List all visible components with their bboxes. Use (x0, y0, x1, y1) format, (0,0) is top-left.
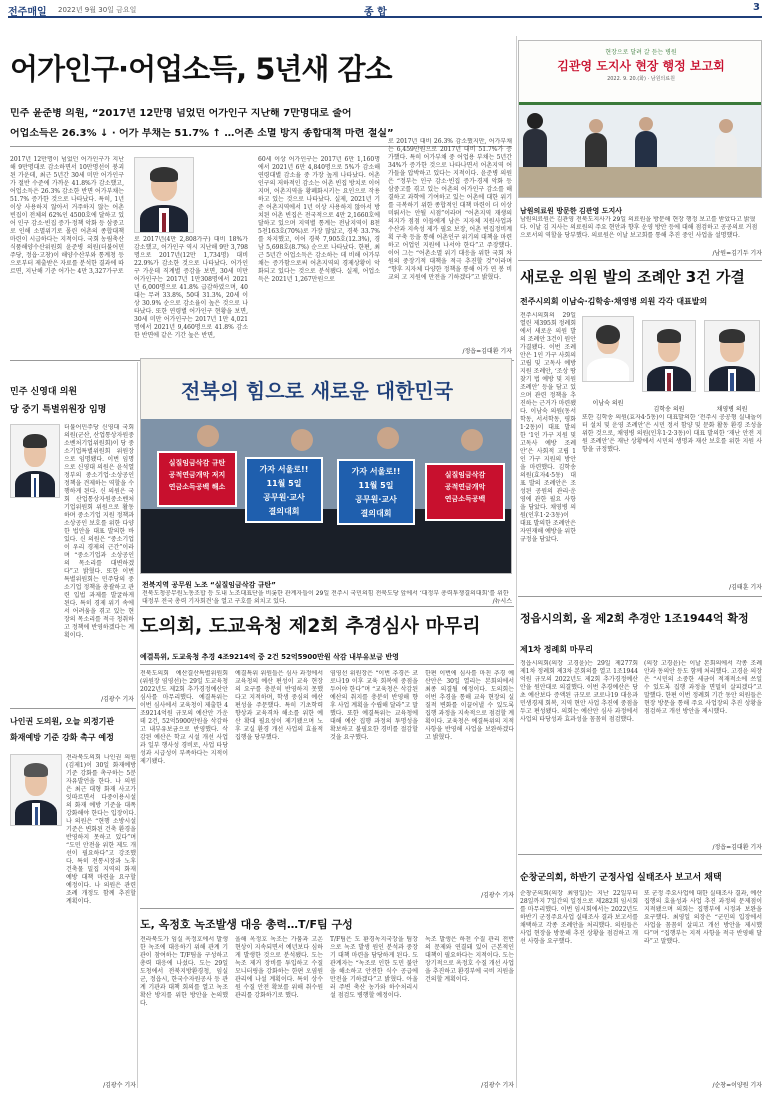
okjeong-col-4: 녹조 발생은 하천 수질 관리 전반의 문제와 연결돼 있어 근본적인 대책이 필요하다는 지적이다. 도는 장기적으로 옥정호 수질 개선 사업을 추진하고 환경부에 국비 지원을 건의할 계획이다. (425, 936, 514, 983)
budget-subhead: 예결특위, 도교육청 추경 4조9214억 중 2건 52억5900만원 삭감 내부유보금 반영 (140, 653, 399, 661)
okjeong-col-1: 전라북도가 임실 옥정호에서 발생한 녹조에 대응하기 위해 관계 기관이 참여하는 T/F팀을 구성하고 총력 대응에 나섰다. 도는 29일 도청에서 전북지방환경청, 임실군, 정읍시, 한국수자원공사 등 관계 기관과 대책 회의를 열고 녹조 확산 방지를 위한 방안을 논의했다. (140, 936, 228, 1007)
councillors-body-right: 또한 김학송 의원(효자4·5동)이 대표발의한 ‘전주시 공공형 실내놀이터 설치 및 운영 조례안’은 시민 정서 함양 및 문화 활동 환경 조성을 위한 것으로, 채영병 의원(인후1·2·3동)이 대표 발의한 ‘재난 안전 지원 조례안’은 재난 상황에서 시민의 생명과 재산 보호를 위한 지원 사항을 규정했다. (582, 414, 762, 453)
councillors-headline: 새로운 의원 발의 조례안 3건 가결 (520, 268, 745, 286)
councillor-name-2: 김학송 의원 (653, 406, 685, 413)
banner-title: 김관영 도지사 현장 행정 보고회 (557, 59, 725, 73)
section-title: 종 합 (364, 7, 387, 18)
naengin-subheader: 화재예방 기준 강화 촉구 예정 (10, 733, 114, 742)
sunchang-byline: /순창=이양원 기자 (712, 1082, 762, 1089)
sunchang-col-2: 또 군정 주요사업에 대한 실태조사 결과, 예산 집행의 효율성과 사업 추진 과정의 문제점이 지적됐으며 의회는 집행부에 시정과 보완을 요구했다. 최영일 의장은 “군민의 입장에서 사업을 꼼꼼히 살피고 개선 방안을 제시했다”며 “집행부는 지적 사항을 적극 반영해 달라”고 말했다. (644, 890, 762, 945)
shin-header: 민주 신영대 의원 (10, 387, 78, 397)
budget-col-3: 염영선 위원장은 “이번 추경은 코로나19 이후 교육 회복에 중점을 두어야 한다”며 “교육청은 삭감된 예산의 취지를 충분히 반영해 향후 사업 계획을 수립해 달라”고 말했다. 또한 예결특위는 교육청에 대해 예산 집행 과정의 투명성을 확보하고 불필요한 경비를 절감할 것을 요구했다. (330, 670, 418, 741)
councillors-body-left: 전주시의회의 29일 열린 제395회 정례회에서 새로운 의원 발의 조례안 3건이 원안 가결됐다. 이번 조례안은 1인 가구 사회의 고립 및 고독사 예방 지원 조례안, ‘조상 땅 찾기 법 예방 및 지원 조례안’ 등을 담고 있으며 관련 정책을 추진하는 근거가 마련됐다. 이남숙 의원(동서학동, 서서학동, 평화1·2동)이 대표 발의한 ‘1인 가구 지원 및 고독사 예방 조례안’은 사회적 고립 1인 가구 지원의 방안을 마련했다. 김학송 의원(효자4·5동) 대표 발의 조례안은 조성된 공원의 관리·운영에 관한 필요 사항을 담았다. 채영병 의원(인후1·2·3동)이 대표 발의한 조례안은 자연재해 예방을 위한 규정을 담았다. (520, 312, 576, 543)
banner-kicker: 현장으로 달려 갈 듣는 병원 (605, 49, 677, 56)
paper-name: 전주매일 (8, 7, 47, 18)
banner-caption-title: 남원의료원 방문한 김관영 도지사 (520, 207, 622, 215)
governor-photo (518, 40, 762, 198)
budget-byline: /김광수 기자 (481, 892, 514, 899)
naengin-body: 전라북도의회 나인권 의원(김제1)이 30일 화재예방 기준 강화를 촉구하는 5분 자유발언을 한다. 나 의원은 최근 대형 화재 사고가 잇따르면서 다중이용시설의 화재 예방 기준을 대폭 강화해야 한다는 입장이다. 나 의원은 “현행 소방시설 기준은 변화된 건축 환경을 반영하지 못하고 있다”며 “도민 안전을 위한 제도 개선이 필요하다”고 강조했다. 특히 전통시장과 노후 건축물 밀집 지역의 화재 예방 대책 마련을 요구할 예정이다. 나 의원은 관련 조례 개정도 함께 추진할 계획이다. (66, 754, 136, 905)
rally-sign-1: 실질임금삭감 규탄 공적연금개악 저지 연금소득공백 해소 (157, 451, 237, 507)
jeongeup-col-1: 정읍시의회(의장 고경윤)는 29일 제277회 제1차 정례회 제3차 본회의를 열고 1조1944억원 규모의 2022년도 제2회 추가경정예산안을 원안대로 의결했다. 이번 추경예산은 당초 예산보다 증액된 규모로 코로나19 대응과 민생경제 회복, 지역 현안 사업 추진에 중점을 두고 편성됐다. 의회는 예산안 심사 과정에서 사업의 타당성과 효과성을 꼼꼼히 점검했다. (520, 660, 638, 723)
sunchang-headline: 순창군의회, 하반기 군정사업 실태조사 보고서 채택 (520, 873, 722, 883)
councillors-byline: /김태훈 기자 (729, 584, 762, 591)
masthead (8, 0, 762, 18)
lead-subhead-1: 민주 윤준병 의원, “2017년 12만명 넘었던 어가인구 지난해 7만명대로 줄어 (10, 108, 352, 119)
councillor-photo-1 (582, 316, 634, 382)
yun-portrait (134, 157, 194, 233)
lead-byline: /정읍=김대환 기자 (462, 348, 512, 355)
jeongeup-subhead: 제1차 정례회 마무리 (520, 645, 593, 654)
councillors-subhead: 전주시의회 이남숙·김학송·채영병 의원 각각 대표발의 (520, 297, 708, 306)
lead-headline: 어가인구·어업소득, 5년새 감소 (10, 52, 392, 86)
okjeong-headline: 도, 옥정호 녹조발생 대응 총력…T/F팀 구성 (140, 918, 353, 931)
shin-subheader: 당 중기 특별위원장 임명 (10, 405, 107, 415)
sunchang-col-1: 순창군의회(의장 최영일)는 지난 22일부터 28일까지 7일간의 일정으로 제282회 임시회를 마무리했다. 이번 임시회에서는 2022년도 하반기 군정주요사업 실태조사 결과 보고서를 채택하고 각종 조례안을 처리했다. 의원들은 사업 현장을 방문해 추진 상황을 점검하고 개선 사항을 요구했다. (520, 890, 638, 945)
jeongeup-col-2: (의장 고경윤)는 이날 본회의에서 각종 조례안과 동의안 등도 함께 처리했다. 고경윤 의장은 “시민의 소중한 세금이 적재적소에 쓰일 수 있도록 집행 과정을 면밀히 살피겠다”고 말했다. 한편 이번 정례회 기간 동안 의원들은 현장 방문을 통해 주요 사업장의 추진 상황을 점검하고 개선 방안을 제시했다. (644, 660, 762, 715)
budget-col-2: 예결특위 위원들은 심사 과정에서 교육청의 예산 편성이 교육 현장의 요구를 충분히 반영하지 못했다고 지적하며, 학생 중심의 예산 편성을 주문했다. 특히 기초학력 향상과 교육격차 해소를 위한 예산 확대 필요성이 제기됐으며 노후 교실 환경 개선 사업의 효율적 집행을 당부했다. (235, 670, 323, 741)
councillor-name-1: 이남숙 의원 (592, 400, 624, 407)
naengin-byline: /김광수 기자 (103, 1082, 136, 1089)
union-caption: 전북도청공무원노동조합 등 도내 노조대표단을 비롯한 관계자들이 29일 전주시 국민의힘 전북도당 앞에서 ‘대정부 총력투쟁결의대회’를 위한 대정부 전국 총력 기자회견’을 열고 구호를 외치고 있다. (142, 590, 509, 605)
banner-byline: /남원=김기두 기자 (712, 250, 762, 257)
lead-col-3: 60세 이상 어가인구는 2017년 6만 1,160명에서 2021년 6만 4,840명으로 5%가 감소해 연령대별 감소율 중 가장 높게 나타났다. 어촌인구의 저하적인 감소는 어촌 빈집 방치로 이어지며, 어촌지역을 황폐화시키는 요인으로 작용하고 있는 것으로 나타났다. 실제, 2021년 기준 어촌지역에서 1년 이상 사용하지 않아서 방치된 어촌 빈집은 전국적으로 4만 2,1660호에 달하고 있으며 지역별 통계는 전남지역이 8천 5천163호(70%)로 가장 많았고, 경북 33.7%를 차지했고, 이어 경북 7,905호(12.3%), 경남 5,698호(8.7%) 순으로 나타났다. 한편, 최근 5년간 어업소득은 감소하는 데 비해 어가부채는 증가함으로써 어촌지역의 경제상황이 악화되고 있다는 것으로 분석됐다. 실제, 어업소득은 2021년 1,267만원으로 (258, 156, 380, 283)
naengin-header: 나인권 도의원, 오늘 의정기관 (10, 717, 115, 726)
banner-sub: 2022. 9. 20.(화) · 남원의료원 (607, 76, 675, 82)
councillor-photo-3 (704, 320, 760, 392)
union-caption-title: 전북지역 공무원 노조 “실질임금삭감 규탄” (142, 581, 276, 589)
okjeong-byline: /김광수 기자 (481, 1082, 514, 1089)
lead-col-4: 로 2017년 대비 26.3% 감소했지만, 어가부채는 6,459만원으로 2017년 대비 51.7%가 증가했다. 특히 어가부채 중 어업용 부채는 5년간 34%가 증가한 것으로 나타나면서 어촌지역 어가들을 압박하고 있다는 지적이다. 윤준병 의원은 “정부는 인구 감소·빈집 증가·경제 악화 등 삼중고를 겪고 있는 어촌의 어가인구 감소를 해결하고 과학에 기여하고 있는 어촌에 대한 위기를 극복하기 위한 종합적인 대책 마련이 더 이상 미뤄서는 안될 시점”이라며 “어촌지역 재생의 의지가 점점 이들에게 남은 지자체 지원사업과 수산과 지속성 제가 필요 보장, 어촌 빈집정비계획 구축 등을 통해 어촌인구 위기의 대책을 마련하고 어업인 지원에 나서야 한다”고 주장했다. 이어 그는 “어촌소멸 위기 대응을 위한 국회 차원의 중장기적 대책을 적극 추진할 것”이라며 “향후 지자체 다양한 정책을 통해 어가 연 봉 비교의 고 지원에 만전을 기하겠다”고 밝혔다. (388, 138, 512, 281)
budget-col-1: 전북도의회 예산결산특별위원회(위원장 염영선)는 29일 도교육청 2022년도 제2회 추가경정예산안 심사를 마무리했다. 예결특위는 이번 심사에서 교육청이 제출한 4조9214억원 규모의 예산안 가운데 2건, 52억5900만원을 삭감하고 내부유보금으로 반영했다. 삭감된 예산은 학교 시설 개선 사업과 일부 행사성 경비로, 사업 타당성과 시급성이 부족하다는 지적이 제기됐다. (140, 670, 228, 765)
shin-body: 더불어민주당 신영대 국회의원(군산, 산업통상자원중소벤처기업위원회)이 당 중소기업특별위원회 위원장으로 임명됐다. 이번 임명으로 신영대 의원은 윤석열 정부의 중소기업·소상공인 정책을 견제하는 역할을 수행하게 된다. 신 의원은 국회 산업통상자원중소벤처기업위원회 위원으로 활동하며 중소기업 지원 정책과 소상공인 보호를 위한 다양한 법안을 대표 발의한 바 있다. 신 의원은 “중소기업이 우리 경제의 근간”이라며 “중소기업과 소상공인의 목소리를 대변하겠다”고 밝혔다. 또한 이번 특별위원회는 민주당의 중소기업 정책을 총괄하고 관련 입법 과제를 발굴하게 된다. 특히 경제 위기 속에서 어려움을 겪고 있는 현장의 목소리를 적극 청취하고 정책에 반영하겠다는 계획이다. (64, 424, 134, 639)
rally-sign-3: 가자 서울로!! 11월 5일 공무원·교사 결의대회 (337, 459, 415, 525)
budget-headline: 도의회, 도교육청 제2회 추경심사 마무리 (140, 615, 481, 637)
jeongeup-headline: 정읍시의회, 올 제2회 추경안 1조1944억 확정 (520, 612, 749, 625)
councillor-photo-2 (642, 320, 696, 392)
lead-col-2-top (198, 156, 248, 234)
union-rally-photo (140, 358, 512, 574)
lead-col-2: 로 2017년(4만 2,808가구) 대비 18%가 감소했고, 어가인구 역시 지난해 9만 3,798명으로 2017년(12만 1,734명) 대비 22.9%가 감소한 것으로 나타났다. 어가인구 가운데 직계별 증감을 보면, 30세 미만 어가인구는 2017년 1만308명에서 2021년 6,000명으로 41.8% 급감하였으며, 40대는 무려 33.8%, 50대 31.3%, 20세 이상 30.9% 순으로 감소율이 높은 것으로 나타났다. 또한 연령별 어가인구 현황을 보면, 30세 미만 어가인구는 2017년 1만 4,021명에서 2021년 9,460명으로 41.8% 감소한 반면에 같은 기간 높은 반면, (134, 236, 248, 339)
page-number: 3 (753, 2, 760, 13)
okjeong-col-3: T/F팀은 도 환경녹지국장을 팀장으로 녹조 발생 원인 분석과 중장기 대책 마련을 담당하게 된다. 도 관계자는 “녹조로 인한 도민 불안을 해소하고 안전한 식수 공급에 만전을 기하겠다”고 밝혔다. 아울러 주변 축산 농가와 하수처리시설 점검도 병행할 예정이다. (330, 936, 418, 999)
lead-col-1: 2017년 12만명이 넘었던 어가인구가 지난해 9만명대로 감소하면서 10만명선이 붕괴된 가운데, 최근 5년간 30세 미만 어가인구가 절반 수준에 가까운 41.8%가 감소했고, 어업소득은 26.3% 감소한 반면 어가부채는 51.7% 증가한 것으로 나타났다. 특히, 1년 이상 사용하지 않아서 거주하지 않는 어촌 빈집이 전체의 62%인 4500호에 달하고 있어 인구 감소·빈집 증가·정책 악화 등 삼중고로 인해 소멸위기로 몰린 어촌의 종합대책 마련이 시급하다는 지적이다. 국회 농림축산식품해양수산위원회 윤준병 의원(더불어민주당, 정읍·고창)이 해양수산부와 통계청 등으로부터 제출받은 자료를 분석한 결과에 따르면, 지난해 기준 어가는 4만 3,327가구로 (10, 156, 124, 275)
councillor-name-3: 채영병 의원 (716, 406, 748, 413)
rally-banner-text: 전북의 힘으로 새로운 대한민국 (181, 379, 454, 403)
budget-col-4: 한편 이번에 심사를 마친 추경 예산안은 30일 열리는 본회의에서 최종 의결될 예정이다. 도의회는 이번 추경을 통해 교육 현장의 실질적 변화를 이끌어낼 수 있도록 집행 과정을 지속적으로 점검할 계획이다. 교육청은 예결특위의 지적 사항을 반영해 사업을 보완하겠다고 밝혔다. (425, 670, 514, 741)
issue-date: 2022년 9월 30일 금요일 (58, 6, 137, 14)
banner-caption: 남원의료원은 김관영 전북도지사가 29일 의료원을 방문해 현장 행정 보고를 받았다고 밝혔다. 이날 김 지사는 의료원의 주요 현안과 향후 운영 방안 등에 대해 점검하고 공공의료 거점으로서의 역할을 당부했다. 의료원은 이날 보고회를 통해 추진 중인 사업을 설명했다. (520, 216, 758, 239)
rally-sign-2: 가자 서울로!! 11월 5일 공무원·교사 결의대회 (245, 457, 323, 523)
shin-byline: /김광수 기자 (101, 696, 134, 703)
lead-subhead-2: 어업소득은 26.3% ↓ · 어가 부채는 51.7% ↑ …어촌 소멸 방지 종합대책 마련 절실” (10, 128, 394, 139)
rally-sign-4: 실질임금삭감 공적연금개악 연금소득공백 (425, 463, 505, 521)
jeongeup-byline: /정읍=김대환 기자 (712, 844, 762, 851)
union-byline: /뉴시스 (492, 598, 512, 605)
okjeong-col-2: 올해 옥정호 녹조는 가뭄과 고온 현상이 지속되면서 예년보다 심하게 발생한 것으로 분석됐다. 도는 녹조 제거 장비를 투입하고 수질 모니터링을 강화하는 한편 오염원 관리에 나설 계획이다. 특히 상수원 수질 안전 확보를 위해 취수원 관리를 강화하기로 했다. (235, 936, 323, 999)
